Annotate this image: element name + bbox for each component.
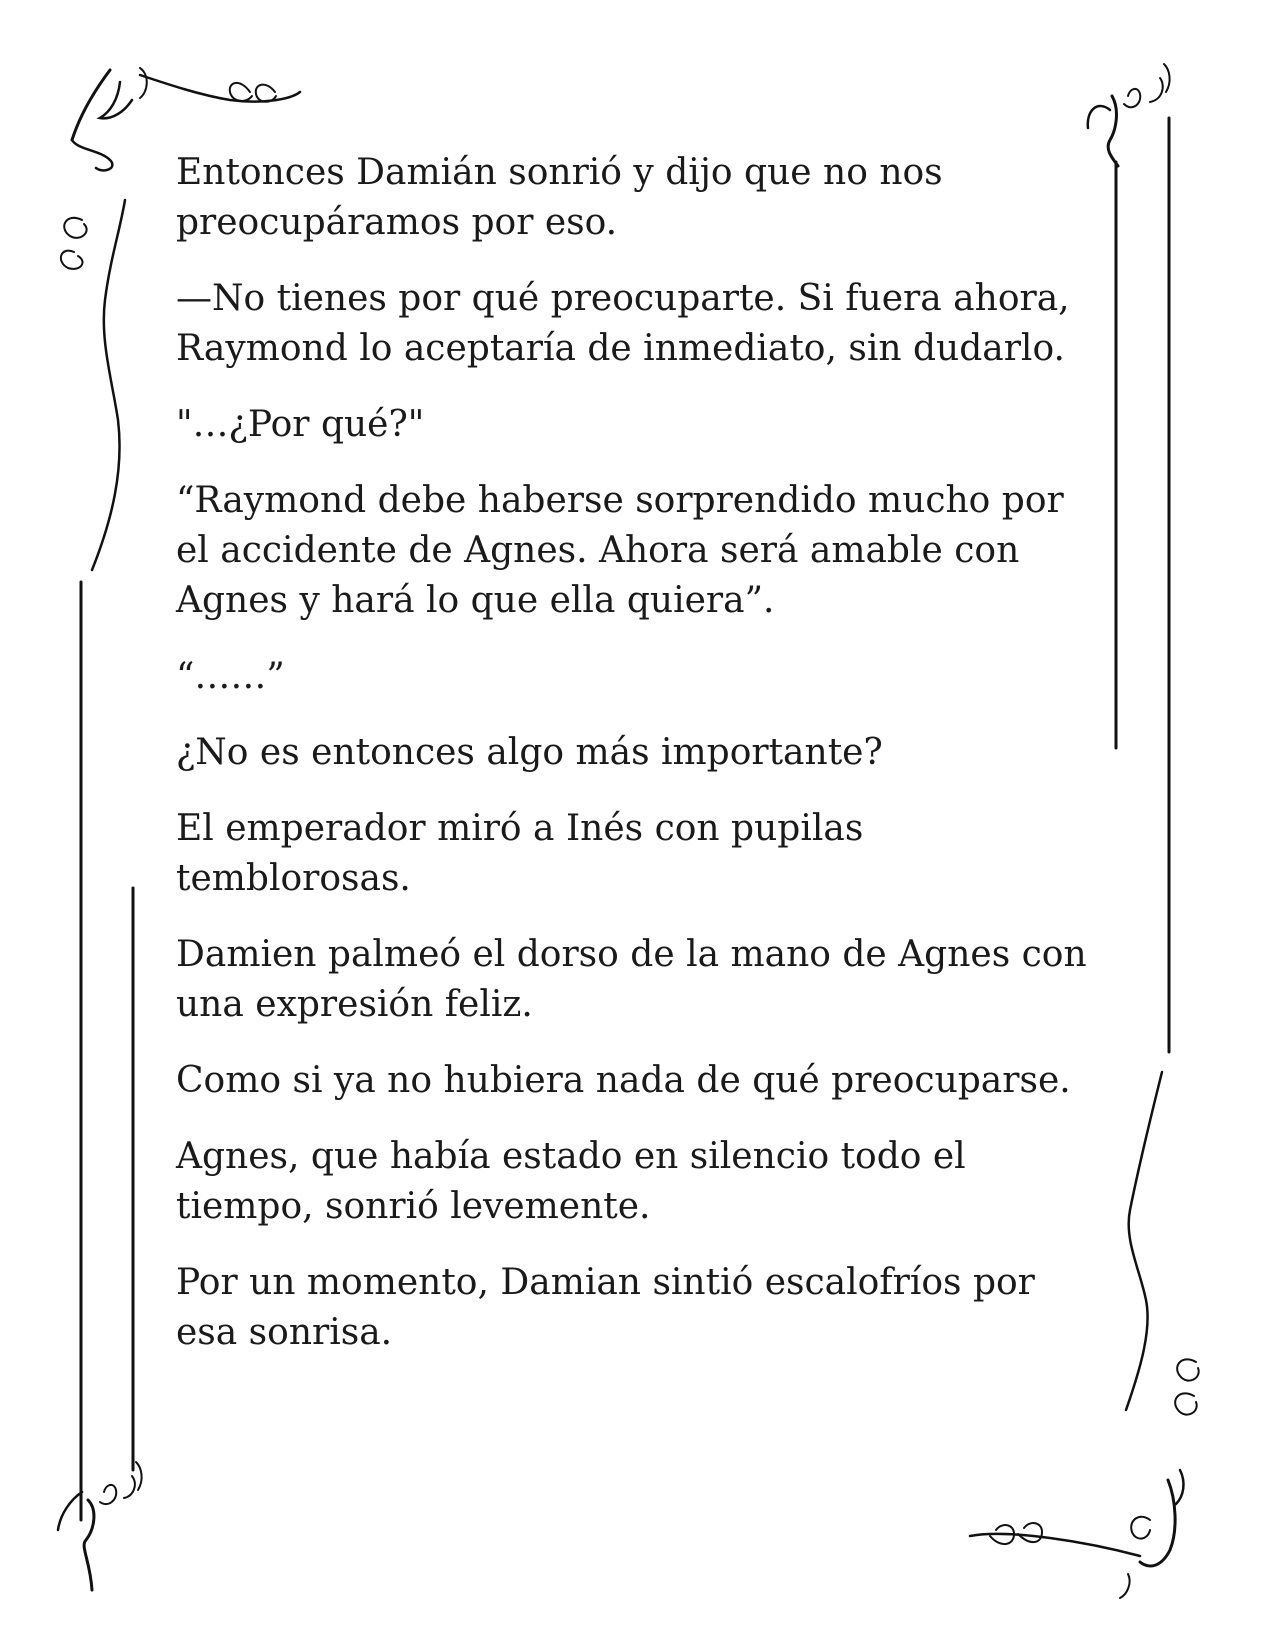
paragraph: —No tienes por qué preocuparte. Si fuera ahora, Raymond lo aceptaría de inmediato, sin dudarlo. bbox=[176, 278, 1070, 369]
bottom-left-flourish bbox=[58, 1462, 142, 1590]
paragraph: Entonces Damián sonrió y dijo que no nos preocupáramos por eso. bbox=[176, 152, 943, 243]
paragraph: El emperador miró a Inés con pupilas temblorosas. bbox=[176, 808, 864, 899]
paragraph: Agnes, que había estado en silencio todo el tiempo, sonrió levemente. bbox=[176, 1136, 966, 1227]
story-text bbox=[176, 148, 1106, 1384]
paragraph: “Raymond debe haberse sorprendido mucho por el accidente de Agnes. Ahora será amable con Agnes y hará lo que ella quiera”. bbox=[176, 480, 1064, 621]
paragraph: “……” bbox=[176, 656, 285, 697]
paragraph: ¿No es entonces algo más importante? bbox=[176, 732, 883, 773]
paragraph: "…¿Por qué?" bbox=[176, 404, 425, 445]
paragraph: Damien palmeó el dorso de la mano de Agnes con una expresión feliz. bbox=[176, 934, 1087, 1025]
paragraph: Como si ya no hubiera nada de qué preocuparse. bbox=[176, 1060, 1071, 1101]
paragraph: Por un momento, Damian sintió escalofríos por esa sonrisa. bbox=[176, 1262, 1035, 1353]
